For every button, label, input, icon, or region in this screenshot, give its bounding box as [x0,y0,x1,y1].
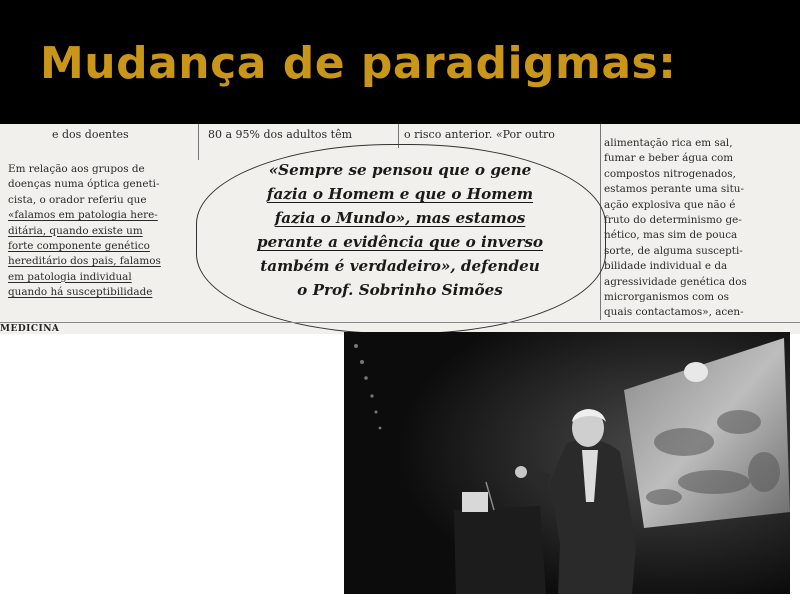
text-line: nético, mas sim de pouca [604,229,738,242]
quote-line: perante a evidência que o inverso [257,233,543,251]
title-bar [0,0,800,124]
text-line: ditária, quando existe um [8,224,143,237]
text-line: estamos perante uma situ- [604,183,744,196]
quote-line: fazia o Homem e que o Homem [266,185,534,203]
text-line: Em relação aos grupos de [8,163,145,175]
text-line: microrganismos com os [604,290,729,303]
section-label: MEDICINA [0,324,60,334]
highlighted-quote [200,158,600,302]
speaker-at-lectern-photo [344,332,790,594]
text-line: fumar e beber água com [604,152,734,165]
text-line: em patologia individual [8,270,132,283]
newspaper-clipping [0,124,800,334]
column-divider [198,124,199,160]
clipping-bottom-rule [0,322,800,323]
speaker-hand [515,466,527,478]
clipping-fragment-middle: 80 a 95% dos adultos têm [208,128,353,141]
quote-line: «Sempre se pensou que o gene [268,161,532,179]
right-column-text [604,136,796,321]
text-line: «falamos em patologia here- [8,209,158,222]
quote-line: fazia o Mundo», mas estamos [274,209,526,227]
text-line: alimentação rica em sal, [604,137,733,149]
photo-illustration [344,332,790,594]
text-line: cista, o orador referiu que [8,193,147,206]
text-line: bilidade individual e da [604,260,728,273]
clipping-fragment-right: o risco anterior. «Por outro [404,128,555,141]
text-line: hereditário dos pais, falamos [8,255,161,268]
text-line: compostos nitrogenados, [604,167,736,180]
text-line: quando há susceptibilidade [8,286,153,299]
text-line: forte componente genético [8,239,150,252]
lectern-light [462,492,488,512]
screen-highlight [684,362,708,382]
slide-title: Mudança de paradigmas: [40,38,677,89]
quote-line: o Prof. Sobrinho Simões [297,281,503,299]
quote-line: também é verdadeiro», defendeu [260,257,540,275]
lectern [454,506,546,594]
text-line: fruto do determinismo ge- [604,213,742,226]
left-column-text [8,162,192,301]
text-line: quais contactamos», acen- [604,306,744,319]
clipping-fragment-left: e dos doentes [52,128,129,141]
text-line: ação explosiva que não é [604,198,736,211]
text-line: doenças numa óptica geneti- [8,178,160,191]
text-line: sorte, de alguma suscepti- [604,244,743,257]
text-line: agressividade genética dos [604,275,747,288]
